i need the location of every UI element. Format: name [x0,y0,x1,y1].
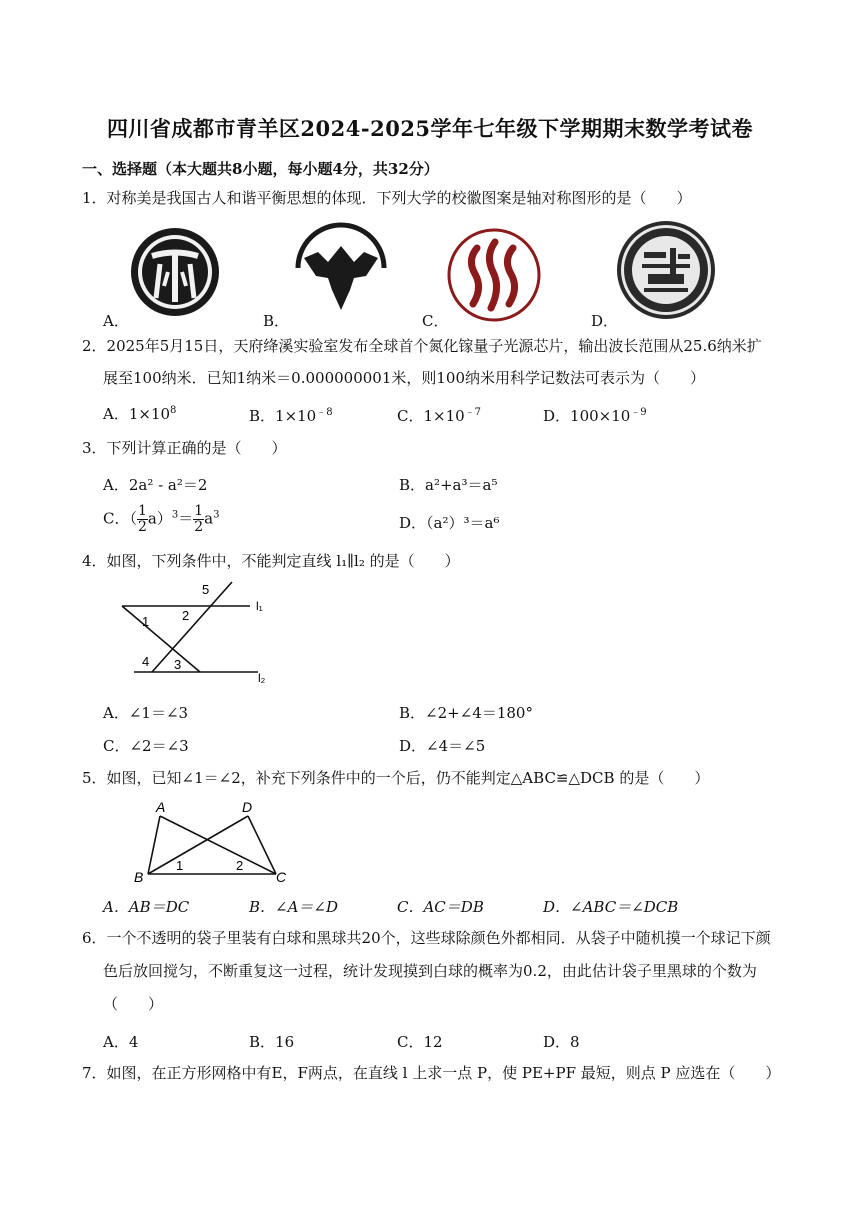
q5-option-c: C．AC＝DB [397,898,484,916]
question-6-line-1: 6．一个不透明的袋子里装有白球和黑球共20个，这些球除颜色外都相同．从袋子中随机摸一个球记下颜 [82,929,771,947]
question-2-line-2: 展至100纳米．已知1纳米＝0.000000001米，则100纳米用科学记数法可表示为（ ） [103,369,706,387]
q5-option-b: B．∠A＝∠D [249,898,339,916]
angle-3-label: 3 [174,657,182,672]
fraction-one-half-b: $\frac{1}{2}$ [194,503,204,535]
q1-option-c-label: C． [422,312,449,330]
q5-option-d: D．∠ABC＝∠DCB [543,898,679,916]
vertex-a-label: A [156,799,166,815]
q6-option-d: D．8 [543,1033,580,1051]
q3-option-a: A．2a² - a²＝2 [103,476,208,494]
section-heading: 一、选择题（本大题共8小题，每小题4分，共32分） [82,160,439,178]
q4-parallel-lines-figure [112,580,282,690]
vertex-c-label: C [276,869,287,885]
q4-option-c: C．∠2＝∠3 [103,737,189,755]
angle-1-label: 1 [142,614,150,629]
vertex-b-label: B [134,869,144,885]
q1-option-a-label: A． [103,312,129,330]
vertex-d-label: D [242,799,253,815]
angle-2-label: 2 [182,608,190,623]
angle-2-label: 2 [236,858,244,873]
fraction-one-half-a: $\frac{1}{2}$ [137,503,147,535]
page-title: 四川省成都市青羊区2024-2025学年七年级下学期期末数学考试卷 [106,116,754,141]
q2-option-b: B．$1\times 10^{﹣8}$ [249,407,333,425]
q6-option-c: C．12 [397,1033,443,1051]
question-1-stem: 1．对称美是我国古人和谐平衡思想的体现．下列大学的校徽图案是轴对称图形的是（ ） [82,189,692,207]
question-6-line-3: （ ） [103,995,164,1013]
question-7-stem: 7．如图，在正方形网格中有E，F两点，在直线 l 上求一点 P，使 PE+PF 最短，则点 P 应选在（ ） [82,1064,781,1082]
emblem-a-image [128,222,222,322]
q2-option-d: D．$100\times 10^{﹣9}$ [543,407,647,425]
q1-option-b-label: B． [263,312,290,330]
q3-option-d: D．（a²）³＝a⁶ [399,514,500,532]
q6-option-a: A．4 [103,1033,139,1051]
q5-triangles-figure [128,798,290,888]
question-3-stem: 3．下列计算正确的是（ ） [82,439,287,457]
q4-option-a: A．∠1＝∠3 [103,704,189,722]
angle-1-label: 1 [176,858,184,873]
q2-option-c: C．$1\times 10^{﹣7}$ [397,407,482,425]
question-2-line-1: 2．2025年5月15日，天府绛溪实验室发布全球首个氮化镓量子光源芯片，输出波长范围从25.6纳米扩 [82,337,762,355]
q4-option-d: D．∠4＝∠5 [399,737,486,755]
line-l2-label: l₂ [258,671,266,685]
emblem-c-image [445,226,543,324]
line-l1-label: l₁ [256,599,263,613]
angle-4-label: 4 [142,654,150,669]
q2-option-a: A．$1\times 10^8$ [103,405,177,423]
q3-option-b: B．a²+a³＝a⁵ [399,476,498,494]
q1-option-d-label: D． [591,312,619,330]
question-5-stem: 5．如图，已知∠1＝∠2，补充下列条件中的一个后，仍不能判定△ABC≌△DCB 的是（ ） [82,769,710,787]
angle-5-label: 5 [202,582,210,597]
emblem-d-image [614,218,718,322]
question-4-stem: 4．如图，下列条件中，不能判定直线 l₁∥l₂ 的是（ ） [82,552,460,570]
q3-option-c: C．（ $\frac{1}{2}$ a）$^3$＝ $\frac{1}{2}$ $a^3$ [103,503,220,535]
q4-option-b: B．∠2+∠4＝180° [399,704,533,722]
q6-option-b: B．16 [249,1033,295,1051]
q5-option-a: A．AB＝DC [103,898,190,916]
emblem-b-image [288,216,394,314]
question-6-line-2: 色后放回搅匀，不断重复这一过程，统计发现摸到白球的概率为0.2，由此估计袋子里黑球的个数为 [103,962,757,980]
